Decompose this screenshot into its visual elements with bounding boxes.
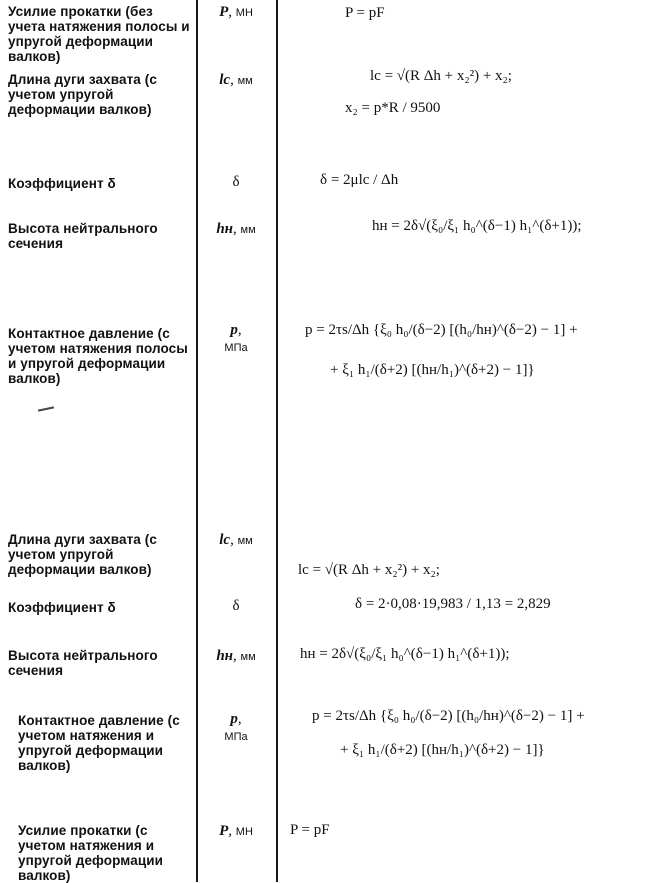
row-name: Высота нейтрального сечения: [8, 221, 158, 251]
row-name: Высота нейтрального сечения: [8, 648, 158, 678]
row-formula: lс = √(R Δh + x₂²) + x₂;: [370, 68, 512, 84]
column-rule-right: [276, 0, 278, 882]
row-formula: P = pF: [345, 5, 385, 21]
row-formula: P = pF: [290, 822, 330, 838]
column-rule-left: [196, 0, 198, 882]
stray-mark: [38, 406, 54, 411]
row-name: Усилие прокатки (без учета натяжения полосы и упругой деформации валков): [8, 4, 190, 64]
row-symbol: δ: [232, 598, 240, 614]
row-formula-2: + ξ₁ h₁/(δ+2) [(hн/h₁)^(δ+2) − 1]}: [330, 362, 535, 378]
row-formula-2: x₂ = p*R / 9500: [345, 100, 441, 116]
row-symbol: p, МПа: [224, 322, 248, 354]
row-name: Коэффициент δ: [8, 176, 116, 191]
row-name: Контактное давление (с учетом натяжения полосы и упругой деформации валков): [8, 326, 188, 386]
row-formula: hн = 2δ√(ξ₀/ξ₁ h₀^(δ−1) h₁^(δ+1));: [300, 646, 510, 662]
row-symbol: hн, мм: [216, 648, 256, 664]
row-formula: p = 2τs/Δh {ξ₀ h₀/(δ−2) [(h₀/hн)^(δ−2) − 1] +: [312, 708, 585, 724]
row-name: Длина дуги захвата (с учетом упругой деформации валков): [8, 532, 157, 577]
row-name: Усилие прокатки (с учетом натяжения и упругой деформации валков): [18, 823, 164, 883]
row-formula: δ = 2·0,08·19,983 / 1,13 = 2,829: [355, 596, 551, 612]
row-formula: hн = 2δ√(ξ₀/ξ₁ h₀^(δ−1) h₁^(δ+1));: [372, 218, 582, 234]
row-symbol: hн, мм: [216, 221, 256, 237]
row-symbol: P, МН: [219, 4, 253, 20]
row-symbol: δ: [232, 174, 240, 190]
row-formula: p = 2τs/Δh {ξ₀ h₀/(δ−2) [(h₀/hн)^(δ−2) − 1] +: [305, 322, 578, 338]
row-name: Контактное давление (с учетом натяжения и упругой деформации валков): [18, 713, 180, 773]
row-symbol: lс, мм: [219, 532, 253, 548]
row-symbol: lс, мм: [219, 72, 253, 88]
row-name: Длина дуги захвата (с учетом упругой деформации валков): [8, 72, 157, 117]
row-formula: δ = 2μlс / Δh: [320, 172, 399, 188]
row-formula-2: + ξ₁ h₁/(δ+2) [(hн/h₁)^(δ+2) − 1]}: [340, 742, 545, 758]
row-formula: lс = √(R Δh + x₂²) + x₂;: [298, 562, 440, 578]
row-symbol: P, МН: [219, 823, 253, 839]
row-symbol: p, МПа: [224, 711, 248, 743]
row-name: Коэффициент δ: [8, 600, 116, 615]
